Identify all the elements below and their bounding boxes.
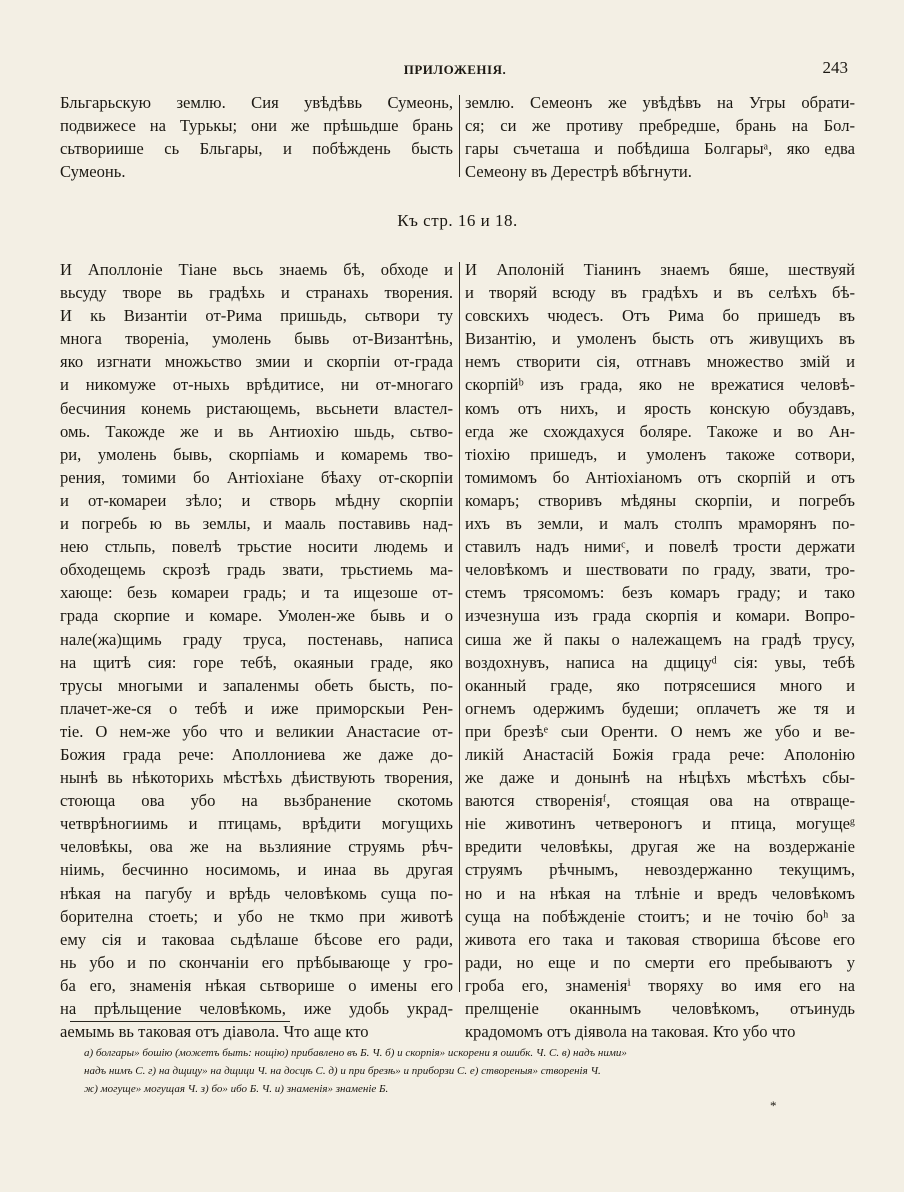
text-line: вьсуду творе вь градѣхь и странахь творения. xyxy=(60,283,453,303)
text-line: стоюща ова убо на вьзбранение скотомь xyxy=(60,791,453,811)
text-line: нѣкая на пагубу и врѣдь человѣкомь суща по- xyxy=(60,883,453,903)
text-line: Византію, и умоленъ бысть отъ живущихъ въ xyxy=(465,329,855,349)
text-line: струямъ рѣчнымъ, невоздержанно текущимъ, xyxy=(465,860,855,880)
footnote-rule xyxy=(70,1021,290,1022)
text-line: Божия града рече: Аполлониева же даже до- xyxy=(60,744,453,764)
text-line: тіохію пришедъ, и умоленъ такоже сотвори, xyxy=(465,444,855,464)
column-divider xyxy=(459,95,460,177)
text-line: ставилъ надъ нимиᶜ, и повелѣ трости держати xyxy=(465,537,855,557)
text-line: ему сія и таковаа сьдѣлаше бѣсове его ради, xyxy=(60,929,453,949)
text-line: трусы многыми и запаленмы обеть бысть, по- xyxy=(60,675,453,695)
top-right-column xyxy=(465,91,855,183)
text-line: плачет-же-ся о тебѣ и иже приморскыи Рен- xyxy=(60,698,453,718)
text-line: стемъ трясомомъ: безъ комаръ граду; и тако xyxy=(465,583,855,603)
text-line: обходещемь скрозѣ градь звати, трьстиемь ма- xyxy=(60,560,453,580)
text-line: многа творенiа, умолень бывь от-Византѣнь, xyxy=(60,329,453,349)
text-line: и творяй всюду въ градѣхъ и въ селѣхъ бѣ- xyxy=(465,283,855,303)
text-line: рения, томими бо Антіохіане бѣаху от-скорпіи xyxy=(60,467,453,487)
text-line: нею стльпь, повелѣ трьстие носити людемь и xyxy=(60,537,453,557)
text-line: изчезнуша изъ града скорпія и комари. Вопро- xyxy=(465,606,855,626)
text-line: надъ нимъ С. г) на дщицу» на дщици Ч. на досцѣ С. д) и при брезѣ» и приборзи С. е) створеныя» створенія Ч. xyxy=(84,1065,601,1077)
main-text-block xyxy=(60,258,855,1042)
text-line: и погребь ю вь землы, и мааль поставивь над- xyxy=(60,514,453,534)
text-line: борителна стоеть; и убо не ткмо при животѣ xyxy=(60,906,453,926)
text-line: аемымь вь таковая отъ діавола. Что аще кто xyxy=(60,1022,369,1042)
text-line: комъ отъ нихъ, и ярость конскую обуздавъ, xyxy=(465,398,855,418)
text-line: немъ створити сія, отгнавъ множество змій и xyxy=(465,352,855,372)
text-line: человѣкы, ова же на вьзлияние струямь рѣч- xyxy=(60,837,453,857)
text-line: совскихъ чюдесъ. Отъ Рима бо пришедъ въ xyxy=(465,306,855,326)
text-line: хающе: безь комареи градь; и та ищезоше от- xyxy=(60,583,453,603)
top-text-block xyxy=(60,91,855,185)
text-line: И Аполлоніе Тіане вьсь знаемь бѣ, обходе и xyxy=(60,260,453,279)
page-number: 243 xyxy=(822,58,848,77)
text-line: ба его, знаменія нѣкая сьтворише о имены его xyxy=(60,975,453,995)
text-line: Семеону въ Дерестрѣ вбѣгнути. xyxy=(465,162,692,182)
text-line: человѣкомъ и шествовати по граду, звати, тро- xyxy=(465,560,855,580)
text-line: гары съчеташа и побѣдиша Болгарыᵃ, яко едва xyxy=(465,139,855,159)
text-line: вредити человѣкы, другая же на воздержаніе xyxy=(465,837,855,857)
text-line: нь убо и по скончаніи его прѣбывающе у гро- xyxy=(60,952,453,972)
text-line: землю. Семеонъ же увѣдѣвъ на Угры обрати- xyxy=(465,93,855,112)
text-line: яко изгнати множьство змии и скорпіи от-града xyxy=(60,352,453,372)
text-line: ж) могуще» могущая Ч. з) бо» ибо Б. Ч. и) знаменія» знаменіе Б. xyxy=(84,1083,389,1095)
text-line: а) болгары» бошію (можетъ быть: нощію) прибавлено въ Б. Ч. б) и скорпія» искорени я ошибк. Ч. С. в) надъ ними» xyxy=(84,1047,627,1059)
text-line: сиша же й пакы о належащемъ на градѣ трусу, xyxy=(465,629,855,649)
top-left-column xyxy=(60,91,453,183)
text-line: четврѣногиимь и птицамь, врѣдити могущихь xyxy=(60,814,453,834)
text-line: ри, умолень бывь, скорпіамь и комаремь тво- xyxy=(60,444,453,464)
text-line: Сумеонь. xyxy=(60,162,126,182)
main-right-column xyxy=(465,258,855,1043)
text-line: при брезѣᵉ сыи Оренти. О немъ же убо и ве- xyxy=(465,721,855,741)
text-line: прелщеніе оканнымъ человѣкомъ, отъинудь xyxy=(465,999,855,1018)
section-heading: Къ стр. 16 и 18. xyxy=(397,211,518,230)
text-line: И кь Византіи от-Рима пришьдь, сьтвори ту xyxy=(60,306,453,326)
text-line: ради, но еще и по смерти его пребываютъ у xyxy=(465,952,855,972)
text-line: суща на побѣжденіе стоитъ; и не точію боʰ за xyxy=(465,906,855,926)
text-line: гроба его, знаменіяⁱ творяху во имя его на xyxy=(465,975,855,995)
text-line: но и на нѣкая на тлѣніе и вредъ человѣкомъ xyxy=(465,883,855,903)
text-line: и никомуже от-ныхь врѣдитисе, ни от-многаго xyxy=(60,375,453,395)
main-left-column xyxy=(60,258,453,1043)
text-line: томимомъ бо Антіохіаномъ отъ скорпій и отъ xyxy=(465,467,855,487)
text-line: Бльгарьскую землю. Сия увѣдѣвь Сумеонь, xyxy=(60,93,453,112)
text-line: ихъ въ земли, и малъ столпъ мраморянъ по- xyxy=(465,514,855,534)
text-line: града скорпие и комаре. Умолен-же бывь и о xyxy=(60,606,453,626)
text-line: и от-комареи зѣло; и створь мѣдну скорпіи xyxy=(60,490,453,510)
text-line: воздохнувъ, написа на дщицуᵈ сія: увы, тебѣ xyxy=(465,652,855,672)
text-line: подвижесе на Турькы; они же прѣшьдше брань xyxy=(60,116,453,136)
text-line: же даже и донынѣ на нѣцѣхъ мѣстѣхъ сбы- xyxy=(465,768,855,788)
column-divider xyxy=(459,262,460,992)
footnotes xyxy=(84,1044,836,1098)
text-line: нынѣ вь нѣкоторихь мѣстѣхь дѣиствують творения, xyxy=(60,768,453,788)
text-line: на щитѣ сия: горе тебѣ, окаяныи граде, яко xyxy=(60,652,453,672)
text-line: ніе животинъ четвероногъ и птица, могущеᵍ xyxy=(465,814,855,834)
text-line: тіе. О нем-же убо что и великии Анастасие от- xyxy=(60,721,453,741)
text-line: ніимь, бесчинно носимомь, и инаа вь другая xyxy=(60,860,453,880)
text-line: И Аполоній Тіанинъ знаемъ бяше, шествуяй xyxy=(465,260,855,279)
text-line: ся; си же противу пребредше, брань на Бол- xyxy=(465,116,855,136)
text-line: живота его така и таковая створиша бѣсове его xyxy=(465,929,855,949)
running-head xyxy=(60,58,850,84)
text-line: нале(жа)щимь граду труса, постенавь, написа xyxy=(60,629,453,649)
text-line: оканный граде, яко потрясешися много и xyxy=(465,675,855,695)
text-line: омь. Такожде же и вь Антиохію шьдь, сьтво- xyxy=(60,421,453,441)
text-line: крадомомъ отъ діявола на таковая. Кто убо что xyxy=(465,1022,796,1042)
text-line: сьтвориише сь Бльгары, и побѣждень бысть xyxy=(60,139,453,159)
text-line: скорпійᵇ изъ града, яко не врежатися человѣ- xyxy=(465,375,855,395)
text-line: бесчиния конемь ристающемь, вьсьнети властел- xyxy=(60,398,453,418)
running-title: ПРИЛОЖЕНІЯ. xyxy=(403,62,507,77)
text-line: огнемъ одержимъ будеши; оплачетъ же тя и xyxy=(465,698,855,718)
text-line: егда же схождахуся боляре. Такоже и во Ан- xyxy=(465,421,855,441)
text-line: на прѣльщение человѣкомь, иже удобь украд- xyxy=(60,999,453,1018)
text-line: комаръ; створивъ мѣдяны скорпіи, и погребъ xyxy=(465,490,855,510)
text-line: ликій Анастасій Божія града рече: Аполонію xyxy=(465,744,855,764)
text-line: ваются створеніяᶠ, стоящая ова на отвраще- xyxy=(465,791,855,811)
star-mark: * xyxy=(770,1098,777,1113)
